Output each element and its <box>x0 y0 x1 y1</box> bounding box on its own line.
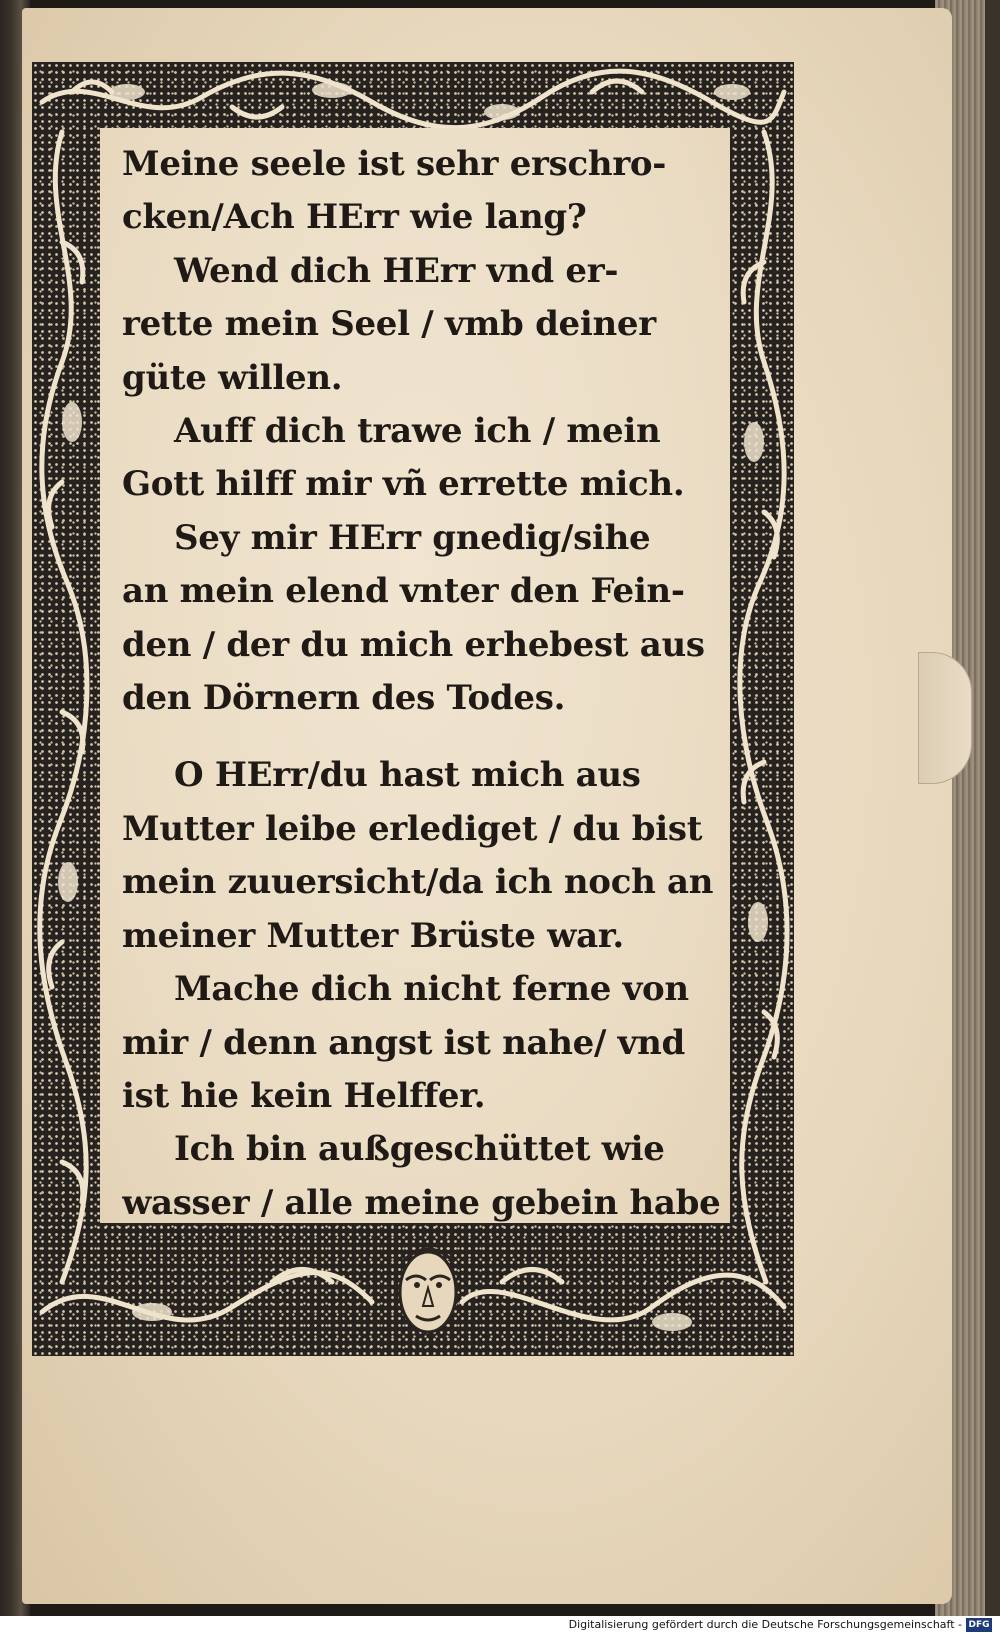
text-line: Sey mir HErr gnedig/sihe <box>174 517 651 558</box>
text-line: mir / denn angst ist nahe/ vnd <box>122 1022 685 1063</box>
book-cover-edge <box>985 0 1000 1634</box>
page-tab <box>918 652 972 784</box>
text-line: Auff dich trawe ich / mein <box>174 411 661 452</box>
text-line: wasser / alle meine gebein habe <box>122 1182 721 1223</box>
text-line: Gott hilff mir vñ errette mich. <box>122 464 685 505</box>
text-line: an mein elend vnter den Fein- <box>122 571 685 612</box>
text-line: mein zuuersicht/da ich noch an <box>122 862 714 903</box>
text-line: Wend dich HErr vnd er- <box>174 250 619 291</box>
text-line: ist hie kein Helffer. <box>122 1075 486 1116</box>
text-line: güte willen. <box>122 357 343 398</box>
text-line: Ich bin außgeschüttet wie <box>174 1129 665 1170</box>
dfg-logo: DFG <box>966 1618 992 1632</box>
text-line: cken/Ach HErr wie lang? <box>122 197 587 238</box>
text-line: meiner Mutter Brüste war. <box>122 915 624 956</box>
text-line: Mutter leibe erlediget / du bist <box>122 808 703 849</box>
text-line: den / der du mich erhebest aus <box>122 624 705 665</box>
text-line: Meine seele ist sehr erschro- <box>122 144 667 184</box>
text-line: O HErr/du hast mich aus <box>174 755 641 796</box>
funding-credit: Digitalisierung gefördert durch die Deutsche Forschungsgemeinschaft - <box>568 1618 962 1631</box>
text-line: den Dörnern des Todes. <box>122 678 566 719</box>
face-ornament-icon <box>392 1240 464 1340</box>
text-line: Mache dich nicht ferne von <box>174 969 689 1010</box>
verse-text <box>122 138 722 1230</box>
text-line: rette mein Seel / vmb deiner <box>122 304 656 345</box>
